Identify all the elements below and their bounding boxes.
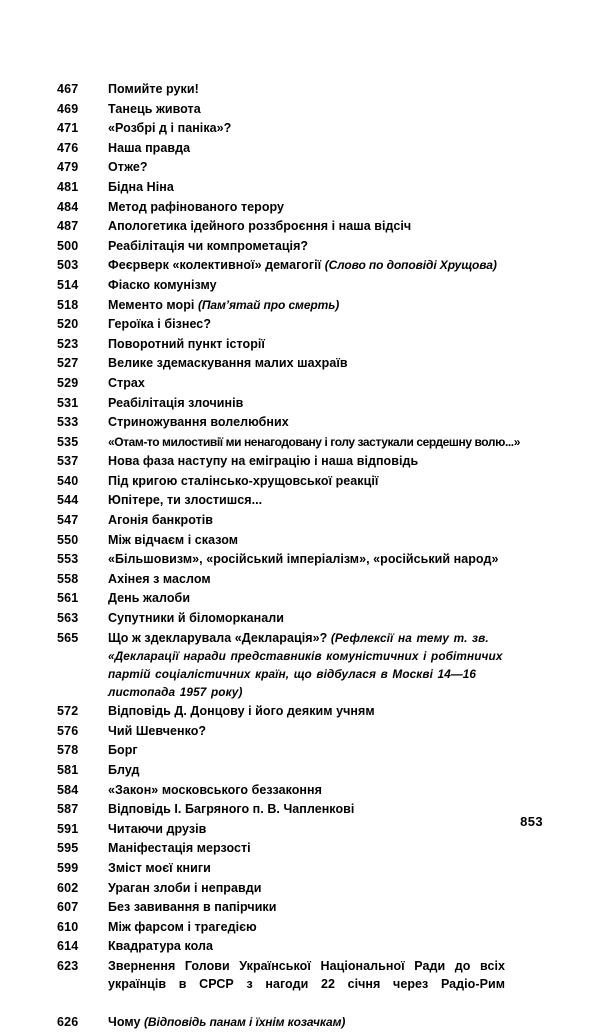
toc-entry[interactable]	[57, 722, 505, 740]
toc-entry-title-text: «Отам-то милостивії ми ненагодовану і голу застукали сердешну волю...»	[108, 434, 520, 449]
toc-entry[interactable]	[57, 839, 505, 857]
toc-entry[interactable]	[57, 550, 505, 568]
toc-entry-title-text: Під кригою сталінсько-хрущовської реакції	[108, 473, 379, 488]
toc-entry-page-number: 533	[57, 415, 79, 430]
toc-entry[interactable]	[57, 957, 505, 1011]
toc-entry-page-number: 614	[57, 939, 79, 954]
toc-entry[interactable]	[57, 937, 505, 955]
toc-entry-title-text: Реабілітація чи компрометація?	[108, 238, 309, 253]
toc-entry-page-number: 531	[57, 395, 79, 410]
toc-entry-title	[108, 589, 505, 607]
toc-entry[interactable]	[57, 702, 505, 720]
toc-entry-title	[108, 296, 505, 314]
toc-entry-title	[108, 741, 505, 759]
toc-entry-title-text: Велике здемаскування малих шахраїв	[108, 356, 348, 371]
toc-entry-title	[108, 491, 505, 509]
toc-entry-title-text: Ахінея з маслом	[108, 571, 211, 586]
toc-entry-title	[108, 879, 505, 897]
toc-entry-title-text: Відповідь І. Багряного п. В. Чапленкові	[108, 802, 355, 817]
toc-entry-page-number: 626	[57, 1014, 79, 1029]
toc-entry[interactable]	[57, 472, 505, 490]
toc-entry-note: (Відповідь панам і їхнім козачкам)	[144, 1014, 346, 1029]
toc-entry[interactable]	[57, 178, 505, 196]
toc-entry-page-number: 565	[57, 630, 79, 645]
toc-entry[interactable]	[57, 589, 505, 607]
toc-entry-title	[108, 957, 505, 1011]
toc-entry-page-number: 467	[57, 82, 79, 96]
toc-entry-title-text: Супутники й біломорканали	[108, 611, 284, 626]
toc-entry-title	[108, 335, 505, 353]
toc-entry[interactable]	[57, 898, 505, 916]
toc-entry[interactable]	[57, 374, 505, 392]
toc-entry-title-text: Звернення Голови Української Національної Ради до всіх українців в СРСР з нагоди 22 січня через Радіо-Рим	[108, 958, 505, 991]
toc-entry-page-number: 527	[57, 356, 79, 371]
toc-entry-note: (Пам’ятай про смерть)	[197, 297, 340, 312]
toc-entry-title-text: Що ж здекларувала «Декларація»?	[108, 630, 331, 645]
toc-entry-title-text: Героїка і бізнес?	[108, 317, 211, 332]
toc-entry-page-number: 558	[57, 571, 79, 586]
toc-entry[interactable]	[57, 276, 505, 294]
toc-entry-page-number: 540	[57, 473, 79, 488]
toc-entry-title	[108, 198, 505, 216]
toc-entry-title-text: День жалоби	[108, 591, 191, 606]
toc-entry-page-number: 479	[57, 160, 79, 175]
toc-entry-title-text: Між фарсом і трагедією	[108, 919, 257, 934]
toc-entry[interactable]	[57, 531, 505, 549]
toc-entry-page-number: 610	[57, 919, 79, 934]
toc-entry-title-text: Між відчаєм і сказом	[108, 532, 239, 547]
toc-entry-title	[108, 800, 505, 818]
toc-entry-title-text: Бідна Ніна	[108, 179, 174, 194]
toc-entry-page-number: 518	[57, 297, 79, 312]
toc-entry-title-text: Маніфестація мерзості	[108, 841, 251, 856]
toc-entry[interactable]	[57, 198, 505, 216]
toc-entry-title	[108, 937, 505, 955]
toc-entry-title-text: Отже?	[108, 160, 148, 175]
toc-entry-title-text: Страх	[108, 375, 145, 390]
toc-entry-title	[108, 158, 505, 176]
toc-entry-title	[108, 629, 505, 701]
toc-entry[interactable]	[57, 820, 505, 838]
toc-entry-title-text: Помийте руки!	[108, 82, 199, 96]
toc-entry-title-text: Фіаско комунізму	[108, 277, 217, 292]
toc-entry[interactable]	[57, 217, 505, 235]
toc-entry[interactable]	[57, 256, 505, 274]
toc-entry-page-number: 529	[57, 375, 79, 390]
toc-entry-page-number: 581	[57, 763, 79, 777]
toc-entry[interactable]	[57, 413, 505, 431]
toc-entry-title	[108, 100, 505, 118]
toc-entry-page-number: 544	[57, 493, 79, 508]
toc-entry-page-number: 563	[57, 611, 79, 626]
toc-entry-page-number: 514	[57, 277, 79, 292]
toc-entry[interactable]	[57, 119, 505, 137]
toc-entry-title-text: Реабілітація злочинів	[108, 395, 244, 410]
toc-entry-page-number: 484	[57, 199, 79, 214]
toc-entry-page-number: 469	[57, 101, 79, 116]
toc-entry-title	[108, 511, 505, 529]
toc-entry-title-text: Апологетика ідейного роззброєння і наша відсіч	[108, 219, 412, 234]
toc-entry-title	[108, 413, 505, 431]
toc-entry[interactable]	[57, 629, 505, 701]
toc-entry-title	[108, 374, 505, 392]
toc-entry-title	[108, 472, 505, 490]
toc-entry-title	[108, 820, 505, 838]
toc-entry-page-number: 503	[57, 258, 79, 273]
toc-entry-title-text: Без завивання в папірчики	[108, 900, 277, 915]
toc-entry-page-number: 471	[57, 121, 79, 136]
toc-entry[interactable]	[57, 452, 505, 470]
toc-entry[interactable]	[57, 781, 505, 799]
toc-entry-page-number: 576	[57, 723, 79, 738]
toc-entry-title	[108, 237, 505, 255]
table-of-contents-list	[57, 80, 520, 1032]
toc-entry-title-text: Стриножування волелюбних	[108, 415, 289, 430]
toc-entry[interactable]	[57, 335, 505, 353]
toc-entry-title	[108, 859, 505, 877]
toc-entry-title	[108, 394, 505, 412]
toc-entry-title	[108, 276, 505, 294]
toc-entry-title	[108, 781, 505, 799]
toc-entry[interactable]	[57, 139, 505, 157]
toc-entry-title-text: «Розбрі д і паніка»?	[108, 121, 232, 136]
toc-entry-title	[108, 531, 505, 549]
toc-entry-page-number: 599	[57, 860, 79, 875]
toc-entry-title-text: Відповідь Д. Донцову і його деяким учням	[108, 704, 375, 719]
toc-entry-page-number: 500	[57, 238, 79, 253]
toc-entry-title	[108, 839, 505, 857]
toc-entry-title	[108, 354, 505, 372]
toc-entry-title	[108, 550, 505, 568]
toc-entry[interactable]	[57, 741, 505, 759]
toc-entry-title-text: Квадратура кола	[108, 939, 213, 954]
toc-entry[interactable]	[57, 296, 505, 314]
toc-entry-title	[108, 80, 505, 98]
toc-entry-title-text: «Більшовизм», «російський імперіалізм», «російський народ»	[108, 552, 499, 567]
toc-entry[interactable]	[57, 80, 505, 98]
toc-entry-page-number: 535	[57, 434, 79, 449]
toc-entry-title	[108, 918, 505, 936]
toc-entry-title-text: Феєрверк «колективної» демагогії	[108, 258, 325, 273]
toc-entry[interactable]	[57, 158, 505, 176]
toc-entry-title	[108, 452, 505, 470]
toc-entry[interactable]	[57, 511, 505, 529]
toc-entry-title-text: Чому	[108, 1014, 145, 1029]
toc-entry-title-text: «Закон» московського беззаконня	[108, 782, 322, 797]
toc-entry-page-number: 587	[57, 802, 79, 817]
toc-entry-page-number: 487	[57, 219, 79, 234]
toc-entry-title	[108, 217, 505, 235]
toc-entry[interactable]	[57, 800, 505, 818]
toc-entry-title	[108, 256, 505, 274]
toc-entry[interactable]	[57, 609, 505, 627]
toc-entry-page-number: 607	[57, 900, 79, 915]
toc-entry-page-number: 553	[57, 552, 79, 567]
toc-entry-title-text: Борг	[108, 743, 138, 758]
toc-entry-note: (Слово по доповіді Хрущова)	[324, 258, 497, 273]
toc-entry-note: (Рефлексії на тему т. зв. «Декларації наради представників комуністичних і робітничих партій соціалістичних країн, що відбулася в Москві 14—16 листопада 1957 року)	[108, 630, 503, 699]
toc-entry-page-number: 578	[57, 743, 79, 758]
toc-entry-title	[108, 315, 505, 333]
toc-entry-page-number: 595	[57, 841, 79, 856]
toc-entry-page-number: 591	[57, 821, 79, 836]
toc-entry-page-number: 584	[57, 782, 79, 797]
toc-entry[interactable]	[57, 237, 505, 255]
toc-entry[interactable]	[57, 354, 505, 372]
toc-entry-page-number: 623	[57, 958, 79, 973]
toc-entry-page-number: 481	[57, 179, 79, 194]
toc-entry-title-text: Метод рафінованого терору	[108, 199, 285, 214]
toc-entry-title	[108, 898, 505, 916]
toc-entry-page-number: 537	[57, 454, 79, 469]
toc-entry[interactable]	[57, 394, 505, 412]
toc-entry[interactable]	[57, 315, 505, 333]
toc-entry-title-text: Читаючи друзів	[108, 821, 207, 836]
toc-entry-title-text: Юпітере, ти злостишся...	[108, 493, 263, 508]
toc-entry-title	[108, 570, 505, 588]
toc-entry-title	[108, 119, 505, 137]
toc-entry-page-number: 523	[57, 336, 79, 351]
toc-entry-title-text: Блуд	[108, 763, 140, 777]
toc-entry-title	[108, 761, 505, 779]
page-number: 853	[520, 814, 543, 829]
toc-entry-title	[108, 702, 505, 720]
toc-entry-title-text: Ураган злоби і неправди	[108, 880, 262, 895]
toc-entry[interactable]	[57, 879, 505, 897]
toc-entry-title	[108, 178, 505, 196]
toc-entry[interactable]	[57, 1013, 505, 1031]
toc-entry-page-number: 550	[57, 532, 79, 547]
toc-entry-title-text: Агонія банкротів	[108, 513, 214, 528]
toc-entry-page-number: 520	[57, 317, 79, 332]
toc-entry-page-number: 572	[57, 704, 79, 719]
toc-entry-title-text: Чий Шевченко?	[108, 723, 207, 738]
toc-entry-title-text: Наша правда	[108, 140, 191, 155]
toc-entry-page-number: 476	[57, 140, 79, 155]
toc-entry-page-number: 602	[57, 880, 79, 895]
toc-entry-title	[108, 433, 520, 451]
toc-entry-title	[108, 722, 505, 740]
toc-entry-title	[108, 1013, 505, 1031]
toc-entry[interactable]	[57, 100, 505, 118]
toc-entry-title-text: Зміст моєї книги	[108, 860, 211, 875]
toc-entry[interactable]	[57, 570, 505, 588]
toc-entry-title-text: Танець живота	[108, 101, 201, 116]
toc-entry-title	[108, 139, 505, 157]
toc-entry-page-number: 561	[57, 591, 79, 606]
toc-entry[interactable]	[57, 491, 505, 509]
toc-entry-title	[108, 609, 505, 627]
toc-entry-title-text: Нова фаза наступу на еміграцію і наша відповідь	[108, 454, 419, 469]
toc-entry[interactable]	[57, 918, 505, 936]
toc-entry-page-number: 547	[57, 513, 79, 528]
toc-entry[interactable]	[57, 859, 505, 877]
toc-entry[interactable]	[57, 761, 505, 779]
toc-entry-title-text: Мементо морі	[108, 297, 198, 312]
toc-entry-title-text: Поворотний пункт історії	[108, 336, 265, 351]
toc-entry[interactable]	[57, 433, 520, 451]
